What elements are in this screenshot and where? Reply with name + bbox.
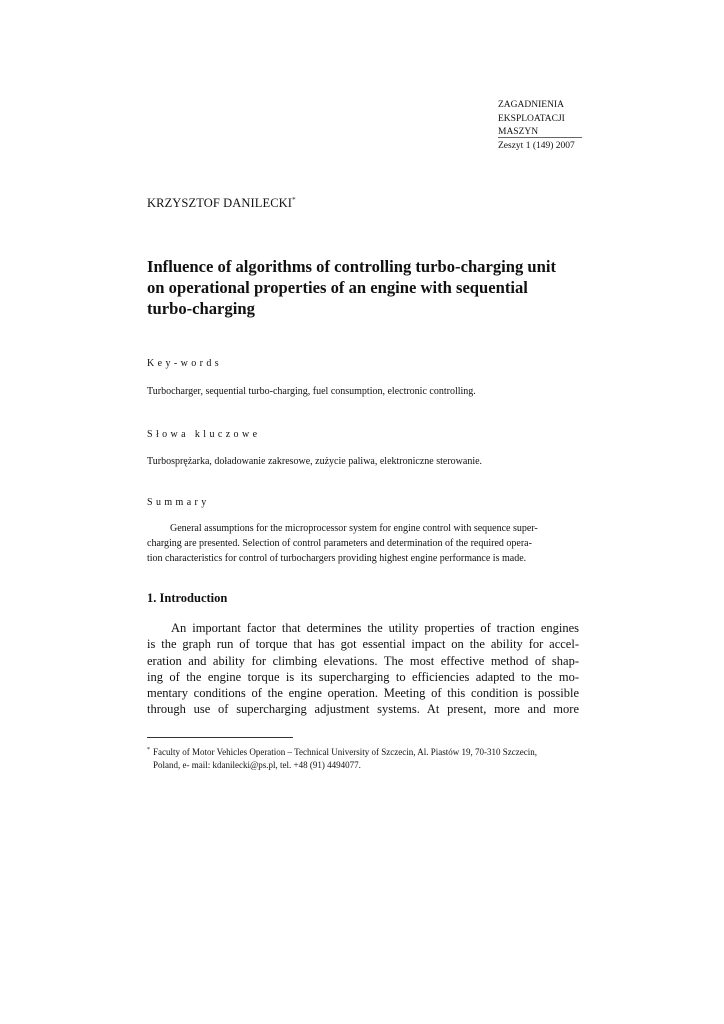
journal-name-line-3: MASZYN — [498, 127, 539, 137]
keywords-pl-heading: Słowa kluczowe — [147, 429, 261, 440]
keywords-heading: Key-words — [147, 358, 223, 369]
footnote-line-1: Faculty of Motor Vehicles Operation – Technical University of Szczecin, Al. Piastów 19, 70-310 Szczecin, — [153, 747, 537, 757]
summary-heading: Summary — [147, 497, 210, 508]
summary-line: General assumptions for the microprocessor system for engine control with sequence super- — [170, 523, 538, 534]
journal-name-line-2: EKSPLOATACJI — [498, 113, 565, 124]
body-line: mentary conditions of the engine operation. Meeting of this condition is possible — [147, 686, 579, 701]
introduction-paragraph — [147, 620, 579, 718]
paper-title-line-1: Influence of algorithms of controlling turbo-charging unit — [147, 257, 557, 276]
body-line: An important factor that determines the utility properties of traction engines — [171, 621, 579, 635]
footnote-rule — [147, 737, 293, 738]
author-name-text: KRZYSZTOF DANILECKI — [147, 196, 293, 211]
body-line: is the graph run of torque that has got essential impact on the ability for accel- — [147, 637, 579, 652]
journal-header — [498, 99, 584, 153]
summary-text — [147, 521, 585, 566]
summary-line: charging are presented. Selection of control parameters and determination of the required opera- — [147, 538, 532, 549]
journal-header-rule — [498, 137, 582, 138]
paper-title-line-2: on operational properties of an engine with sequential — [147, 278, 528, 297]
body-line: through use of supercharging adjustment systems. At present, more and more — [147, 702, 579, 717]
journal-name-line-1: ZAGADNIENIA — [498, 100, 564, 110]
journal-issue: Zeszyt 1 (149) 2007 — [498, 140, 575, 151]
footnote-line-2: Poland, e- mail: kdanilecki@ps.pl, tel. +48 (91) 4494077. — [153, 760, 361, 770]
body-line: eration and ability for climbing elevations. The most effective method of shap- — [147, 653, 579, 668]
body-line: ing of the engine torque is its supercharging to efficiencies adapted to the mo- — [147, 669, 579, 684]
keywords-text: Turbocharger, sequential turbo-charging, fuel consumption, electronic controlling. — [147, 386, 476, 397]
paper-title-line-3: turbo-charging — [147, 299, 255, 318]
footnote-marker: * — [147, 747, 150, 753]
footnote — [147, 744, 583, 772]
summary-line: tion characteristics for control of turbochargers providing highest engine performance is made. — [147, 553, 527, 564]
keywords-pl-text: Turbosprężarka, doładowanie zakresowe, zużycie paliwa, elektroniczne sterowanie. — [147, 456, 483, 467]
section-heading-introduction: 1. Introduction — [147, 591, 228, 605]
author-footnote-marker: * — [292, 196, 296, 204]
paper-title — [147, 256, 587, 319]
author-name — [147, 196, 296, 211]
